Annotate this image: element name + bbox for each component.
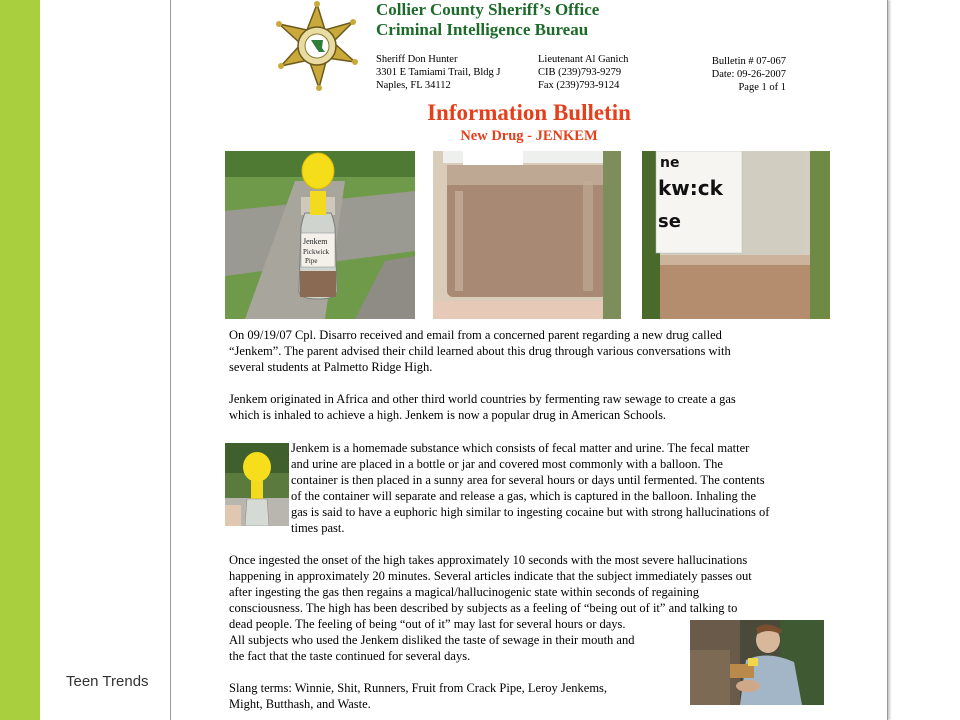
bulletin-title: Information Bulletin <box>427 100 631 125</box>
bulletin-number: Bulletin # 07-067 <box>711 56 786 67</box>
bulletin-subtitle: New Drug - JENKEM <box>460 128 598 144</box>
lieutenant-contact-block <box>538 53 628 92</box>
sheriff-contact-block <box>376 53 501 92</box>
text-line: On 09/19/07 Cpl. Disarro received and email from a concerned parent regarding a new drug called <box>229 328 722 342</box>
slide-accent-bar <box>0 0 40 720</box>
sheriff-name: Sheriff Don Hunter <box>376 54 458 65</box>
text-line: after ingesting the gas then regains a magical/hallucinogenic state within seconds of regaining <box>229 585 699 599</box>
lieutenant-name: Lieutenant Al Ganich <box>538 54 629 65</box>
paragraph-description <box>291 440 831 536</box>
photo-bottle-with-balloon <box>225 151 415 319</box>
sheriff-city: Naples, FL 34112 <box>376 80 451 91</box>
jar-label-text-1: ne <box>660 155 680 171</box>
sheriff-address: 3301 E Tamiami Trail, Bldg J <box>376 67 501 78</box>
jar-label-text-2: kw:ck <box>658 176 723 200</box>
text-line: gas is said to have a euphoric high similar to ingesting cocaine but with strong hallucinations of <box>291 505 770 519</box>
paragraph-origin <box>229 391 829 423</box>
bureau-name: Criminal Intelligence Bureau <box>376 20 589 39</box>
bulletin-date: Date: 09-26-2007 <box>711 69 786 80</box>
text-line: consciousness. The high has been described by subjects as a feeling of “being out of it” and talking to <box>229 601 738 615</box>
cib-phone: CIB (239)793-9279 <box>538 67 622 78</box>
text-line: of the container will separate and release a gas, which is captured in the balloon. Inhaling the <box>291 489 757 503</box>
photo-teen-inhaling <box>690 620 824 705</box>
text-line: which is inhaled to achieve a high. Jenkem is now a popular drug in American Schools. <box>229 408 667 422</box>
text-line: Jenkem originated in Africa and other third world countries by fermenting raw sewage to create a gas <box>229 392 736 406</box>
text-line: “Jenkem”. The parent advised their child learned about this drug through various conversations with <box>229 344 731 358</box>
bottle-label-text-3: Pipe <box>305 257 318 265</box>
text-line: Slang terms: Winnie, Shit, Runners, Fruit from Crack Pipe, Leroy Jenkems, <box>229 681 608 695</box>
jar-label-text-3: se <box>658 211 681 232</box>
org-name: Collier County Sheriff’s Office <box>376 0 600 19</box>
text-line: Might, Butthash, and Waste. <box>229 697 371 711</box>
text-line: Once ingested the onset of the high takes approximately 10 seconds with the most severe hallucinations <box>229 553 748 567</box>
text-line: several students at Palmetto Ridge High. <box>229 360 433 374</box>
bulletin-info-block <box>686 55 786 94</box>
text-line: All subjects who used the Jenkem disliked the taste of sewage in their mouth and <box>229 633 635 647</box>
text-line: Jenkem is a homemade substance which consists of fecal matter and urine. The fecal matter <box>291 441 750 455</box>
paragraph-taste <box>229 632 687 664</box>
text-line: times past. <box>291 521 345 535</box>
bottle-label-text-1: Jenkem <box>303 237 328 246</box>
paragraph-report <box>229 327 829 375</box>
bulletin-page <box>170 0 888 720</box>
sheriff-star-badge-icon <box>269 0 365 92</box>
photo-jar-label-closeup <box>642 151 830 319</box>
bulletin-page-count: Page 1 of 1 <box>738 82 786 93</box>
text-line: happening in approximately 20 minutes. Several articles indicate that the subject immediately passes out <box>229 569 752 583</box>
text-line: container is then placed in a sunny area for several hours or days until fermented. The contents <box>291 473 765 487</box>
fax-number: Fax (239)793-9124 <box>538 80 620 91</box>
bottle-label-text-2: Pickwick <box>303 248 330 256</box>
slide-footer-label: Teen Trends <box>66 673 149 690</box>
text-line: dead people. The feeling of being “out of it” may last for several hours or days. <box>229 617 626 631</box>
text-line: and urine are placed in a bottle or jar and covered most commonly with a balloon. The <box>291 457 723 471</box>
photo-small-balloon-bottle <box>225 443 289 526</box>
text-line: the fact that the taste continued for several days. <box>229 649 471 663</box>
photo-jar-brown-liquid <box>433 151 621 319</box>
paragraph-slang-terms <box>229 680 687 712</box>
